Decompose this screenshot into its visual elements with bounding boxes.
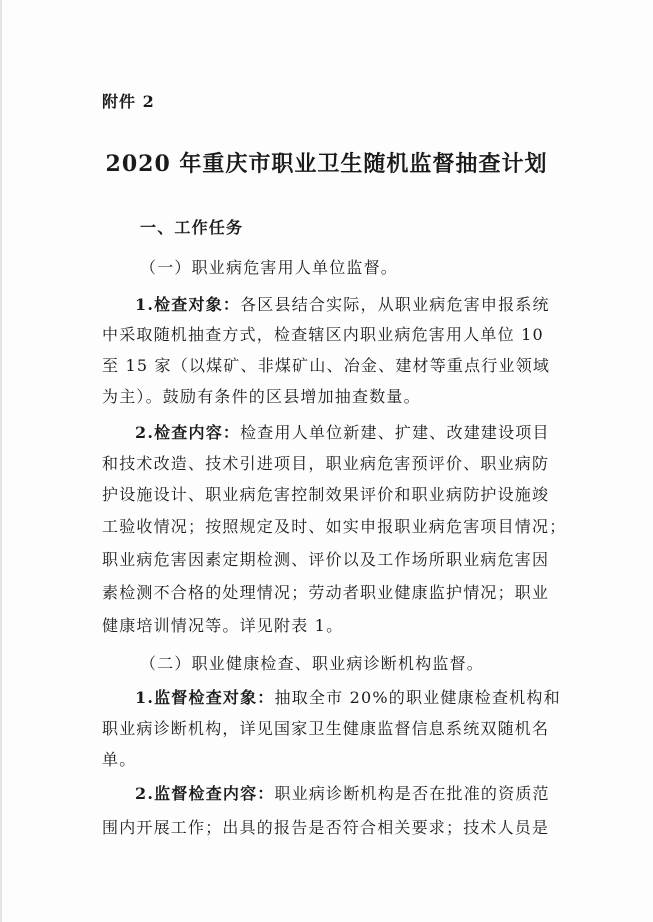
paragraph-line: 职业病诊断机构，详见国家卫生健康监督信息系统双随机名 (102, 719, 550, 738)
section-heading-work-tasks: 一、工作任务 (140, 218, 244, 237)
subsection-heading-employer-supervision: （一）职业病危害用人单位监督。 (140, 258, 399, 277)
paragraph-line: 素检测不合格的处理情况；劳动者职业健康监护情况；职业 (102, 583, 550, 602)
item-text: 各区县结合实际，从职业病危害申报系统 (240, 295, 550, 314)
item-label-supervision-content: 2.监督检查内容： (135, 784, 275, 803)
paragraph-line (135, 420, 550, 443)
paragraph-line: 至 15 家（以煤矿、非煤矿山、冶金、建材等重点行业领域 (102, 356, 551, 375)
paragraph-line: 为主）。鼓励有条件的区县增加抽查数量。 (102, 387, 421, 406)
paragraph-line: 和技术改造、技术引进项目，职业病危害预评价、职业病防 (102, 454, 550, 473)
paragraph-line (135, 781, 550, 804)
document-title: 2020 年重庆市职业卫生随机监督抽查计划 (105, 151, 548, 177)
paragraph-line: 护设施设计、职业病危害控制效果评价和职业病防护设施竣 (102, 485, 550, 504)
paragraph-line: 工验收情况；按照规定及时、如实申报职业病危害项目情况； (102, 517, 567, 536)
item-label-inspection-target: 1.检查对象： (135, 295, 241, 314)
paragraph-line (135, 292, 550, 315)
paragraph-line: 单。 (102, 750, 137, 769)
subsection-heading-institution-supervision: （二）职业健康检查、职业病诊断机构监督。 (140, 654, 485, 673)
paragraph-line: 职业病危害因素定期检测、评价以及工作场所职业病危害因 (102, 550, 550, 569)
page-edge (0, 0, 2, 922)
paragraph-line: 健康培训情况等。详见附表 1。 (102, 616, 344, 635)
item-label-inspection-content: 2.检查内容： (135, 423, 241, 442)
attachment-label: 附件 2 (102, 92, 155, 111)
item-text: 检查用人单位新建、扩建、改建建设项目 (240, 423, 550, 442)
item-text: 抽取全市 20%的职业健康检查机构和 (274, 688, 561, 707)
paragraph-line: 中采取随机抽查方式，检查辖区内职业病危害用人单位 10 (102, 325, 544, 344)
paragraph-line (135, 685, 561, 708)
paragraph-line: 围内开展工作；出具的报告是否符合相关要求；技术人员是 (102, 818, 550, 837)
item-text: 职业病诊断机构是否在批准的资质范 (274, 784, 550, 803)
item-label-supervision-target: 1.监督检查对象： (135, 688, 275, 707)
